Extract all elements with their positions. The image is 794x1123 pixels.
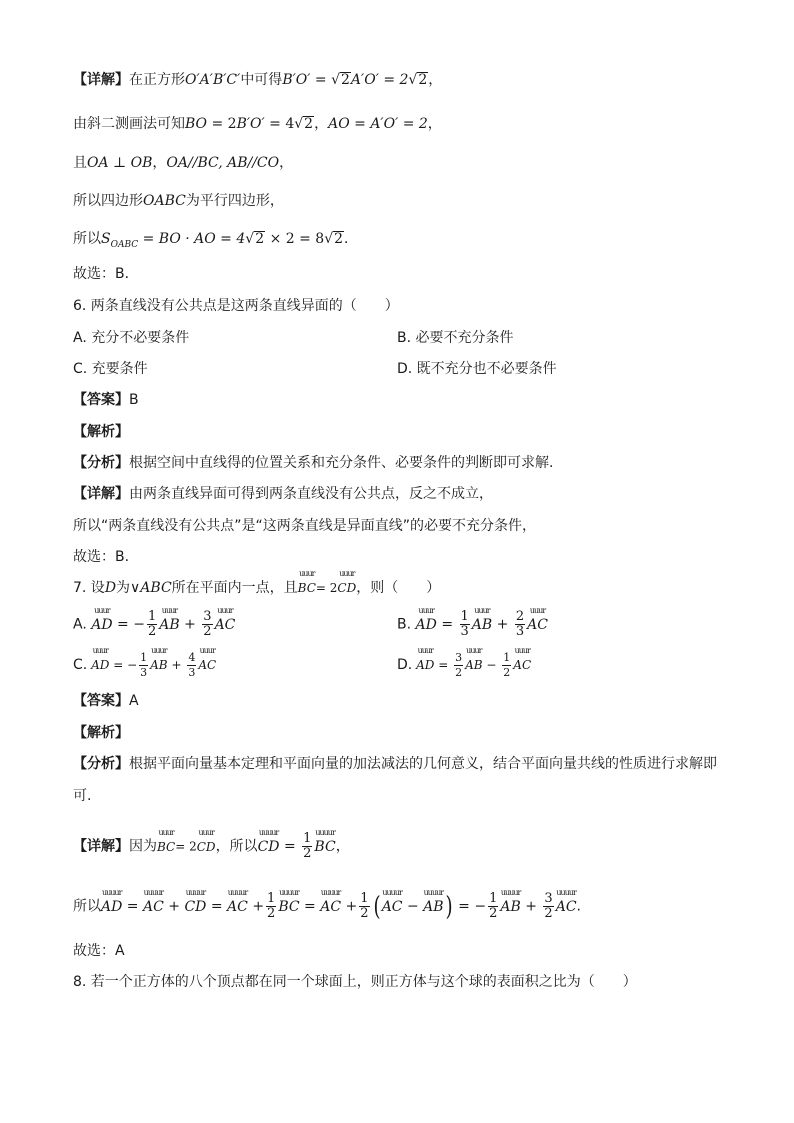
detail-line-5: 所以$S_{OABC}$ = BO · AO = 4√2 × 2 = 8√2． xyxy=(73,231,359,250)
q7-answer: 【答案】A xyxy=(73,693,139,709)
q8-stem: 8. 若一个正方体的八个顶点都在同一个球面上，则正方体与这个球的表面积之比为（ ） xyxy=(73,974,637,990)
q7-choose: 故选：A xyxy=(73,943,125,959)
sqrt: √2 xyxy=(245,231,265,247)
q6-choose: 故选：B. xyxy=(73,549,130,565)
q6-fenxi: 【分析】根据空间中直线得的位置关系和充分条件、必要条件的判断即可求解. xyxy=(73,455,554,471)
sqrt: √2 xyxy=(294,116,314,132)
detail-tag: 【详解】 xyxy=(73,72,129,88)
detail-line-2: 由斜二测画法可知BO = 2B′O′ = 4√2，AO = A′O′ = 2， xyxy=(73,116,442,132)
q7-detail: 【详解】因为 uuur BC= 2 uuur CD，所以 uuuur CD = $\frac{1}{2}$ uuuur BC， xyxy=(73,827,350,861)
detail-line-1: 【详解】在正方形O′A′B′C′中可得B′O′ = √2A′O′ = 2√2， xyxy=(73,72,443,88)
q6-answer: 【答案】B xyxy=(73,392,139,408)
q7-option-c: C. uuur AD = − $\frac{1}{3}$ uuur AB + $\frac{4}{3}$ uuur AC xyxy=(73,646,217,679)
q6-option-d: D. 既不充分也不必要条件 xyxy=(397,361,557,377)
q7-derivation: 所以 uuuur AD = uuuur AC + uuuur CD = uuuur AC + $\frac{1}{2}$ uuuur BC = uuuur AC + $\frac{1}{2}$ ( uuuur AC − uuuur AB) = − $\frac{1}{2}$ uuuur AB + $\frac{3}{2}$ uuuur AC. xyxy=(73,887,581,922)
detail-line-4: 所以四边形OABC为平行四边形， xyxy=(73,193,284,209)
q6-option-c: C. 充要条件 xyxy=(73,361,148,377)
q7-stem: 7. 设D为∨ABC所在平面内一点，且 uuur BC= 2 uuur CD，则（ ） xyxy=(73,569,441,596)
sqrt: √2 xyxy=(408,72,428,88)
q7-fenxi: 【分析】根据平面向量基本定理和平面向量的加法减法的几何意义，结合平面向量共线的性质进行求解即 xyxy=(73,756,717,772)
q6-analysis-tag: 【解析】 xyxy=(73,424,129,440)
q7-option-a: A. uuur AD = − $\frac{1}{2}$ uuur AB + $\frac{3}{2}$ uuur AC xyxy=(73,605,236,639)
q6-stem: 6. 两条直线没有公共点是这两条直线异面的（ ） xyxy=(73,298,399,314)
sqrt: √2 xyxy=(324,231,344,247)
q7-analysis-tag: 【解析】 xyxy=(73,725,129,741)
q6-detail: 【详解】由两条直线异面可得到两条直线没有公共点，反之不成立， xyxy=(73,486,493,502)
choose-line: 故选：B． xyxy=(73,266,139,282)
q7-option-d: D. uuur AD = $\frac{3}{2}$ uuur AB − $\frac{1}{2}$ uuur AC xyxy=(397,646,532,679)
q7-option-b: B. uuur AD = $\frac{1}{3}$ uuur AB + $\frac{2}{3}$ uuur AC xyxy=(397,605,548,639)
q6-option-b: B. 必要不充分条件 xyxy=(397,330,514,346)
q6-conclusion: 所以“两条直线没有公共点”是“这两条直线是异面直线”的必要不充分条件， xyxy=(73,518,537,534)
q6-option-a: A. 充分不必要条件 xyxy=(73,330,190,346)
sqrt: √2 xyxy=(331,72,350,88)
q7-fenxi-cont: 可. xyxy=(73,788,92,804)
detail-line-3: 且OA ⊥ OB，OA//BC, AB//CO， xyxy=(73,155,294,171)
